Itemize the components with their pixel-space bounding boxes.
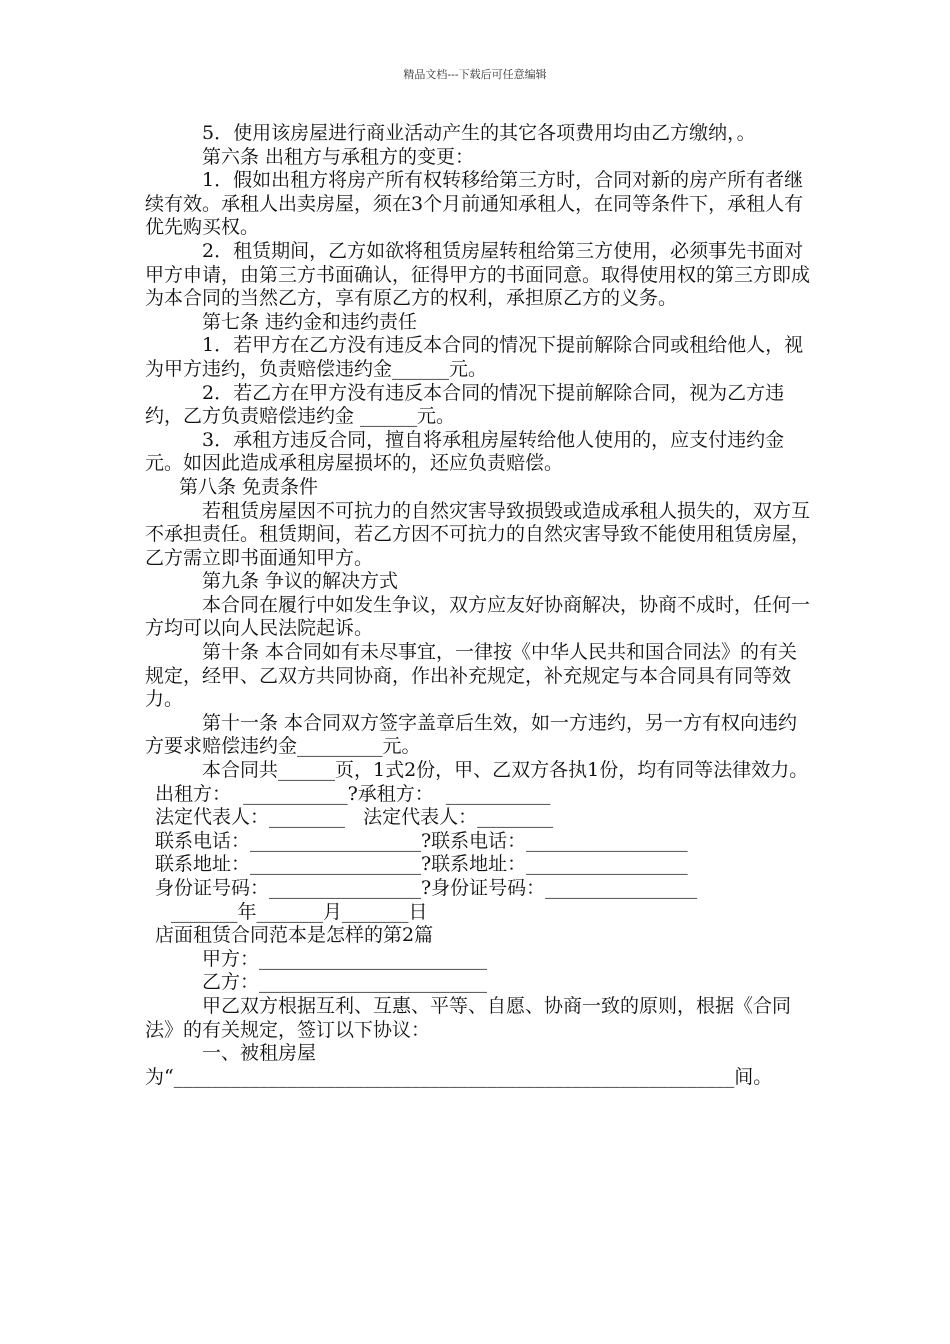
signature-phone: 联系电话：__________________?联系电话：_________________ xyxy=(155,829,688,852)
signature-date: _______年_______月_______日 xyxy=(171,900,428,923)
rented-premises-clause: 一、被租房屋为“___________________________________________________________间。 xyxy=(145,1042,773,1088)
signature-id-number: 身份证号码：________________?身份证号码：________________ xyxy=(155,877,698,899)
article-8-heading: 第八条 免责条件 xyxy=(179,475,319,498)
section-2-title: 店面租赁合同范本是怎样的第2篇 xyxy=(155,924,434,947)
article-7-item-2: 2．若乙方在甲方没有违反本合同的情况下提前解除合同，视为乙方违约，乙方负责赔偿违约金 ______元。 xyxy=(145,381,785,428)
article-6-item-1: 1．假如出租方将房产所有权转移给第三方时，合同对新的房产所有者继续有效。承租人出卖房屋，须在3个月前通知承租人，在同等条件下，承租人有优先购买权。 xyxy=(145,169,804,239)
article-9-heading: 第九条 争议的解决方式 xyxy=(202,570,399,593)
article-7-item-3: 3．承租方违反合同，擅自将承租房屋转给他人使用的，应支付违约金 元。如因此造成承租房屋损坏的，还应负责赔偿。 xyxy=(145,428,791,475)
document-body xyxy=(145,122,810,1089)
page-header: 精品文档---下载后可任意编辑 xyxy=(403,68,547,81)
article-11-text: 第十一条 本合同双方签字盖章后生效，如一方违约，另一方有权向违约方要求赔偿违约金_________元。 xyxy=(145,711,798,758)
article-10-text: 第十条 本合同如有未尽事宜，一律按《中华人民共和国合同法》的有关规定，经甲、乙双方共同协商，作出补充规定，补充规定与本合同具有同等效力。 xyxy=(145,641,798,711)
clause-5-fees: 5．使用该房屋进行商业活动产生的其它各项费用均由乙方缴纳，。 xyxy=(202,122,756,144)
party-a-line: 甲方：________________________ xyxy=(202,947,488,970)
signature-legal-rep: 法定代表人：________ 法定代表人：________ xyxy=(155,806,554,829)
article-9-text: 本合同在履行中如发生争议，双方应友好协商解决，协商不成时，任何一方均可以向人民法院起诉。 xyxy=(145,593,811,640)
article-6-item-2: 2．租赁期间，乙方如欲将租赁房屋转租给第三方使用，必须事先书面对甲方申请，由第三方书面确认，征得甲方的书面同意。取得使用权的第三方即成为本合同的当然乙方，享有原乙方的权利，承担原乙方的义务。 xyxy=(145,239,811,310)
article-7-item-1: 1．若甲方在乙方没有违反本合同的情况下提前解除合同或租给他人，视为甲方违约，负责赔偿违约金______元。 xyxy=(145,334,804,380)
article-6-heading: 第六条 出租方与承租方的变更： xyxy=(202,145,475,168)
article-7-heading: 第七条 违约金和违约责任 xyxy=(202,310,418,333)
party-b-line: 乙方：________________________ xyxy=(202,971,488,994)
article-8-text: 若租赁房屋因不可抗力的自然灾害导致损毁或造成承租人损失的，双方互不承担责任。租赁期间，若乙方因不可抗力的自然灾害导致不能使用租赁房屋，乙方需立即书面通知甲方。 xyxy=(145,499,811,569)
agreement-preamble: 甲乙双方根据互利、互惠、平等、自愿、协商一致的原则，根据《合同法》的有关规定，签订以下协议： xyxy=(145,994,792,1041)
signature-address: 联系地址：__________________?联系地址：_________________ xyxy=(155,853,688,876)
signature-lessor-lessee: 出租方： ___________?承租方： ___________ xyxy=(155,782,551,805)
copies-clause: 本合同共______页，1式2份，甲、乙双方各执1份，均有同等法律效力。 xyxy=(202,759,809,782)
